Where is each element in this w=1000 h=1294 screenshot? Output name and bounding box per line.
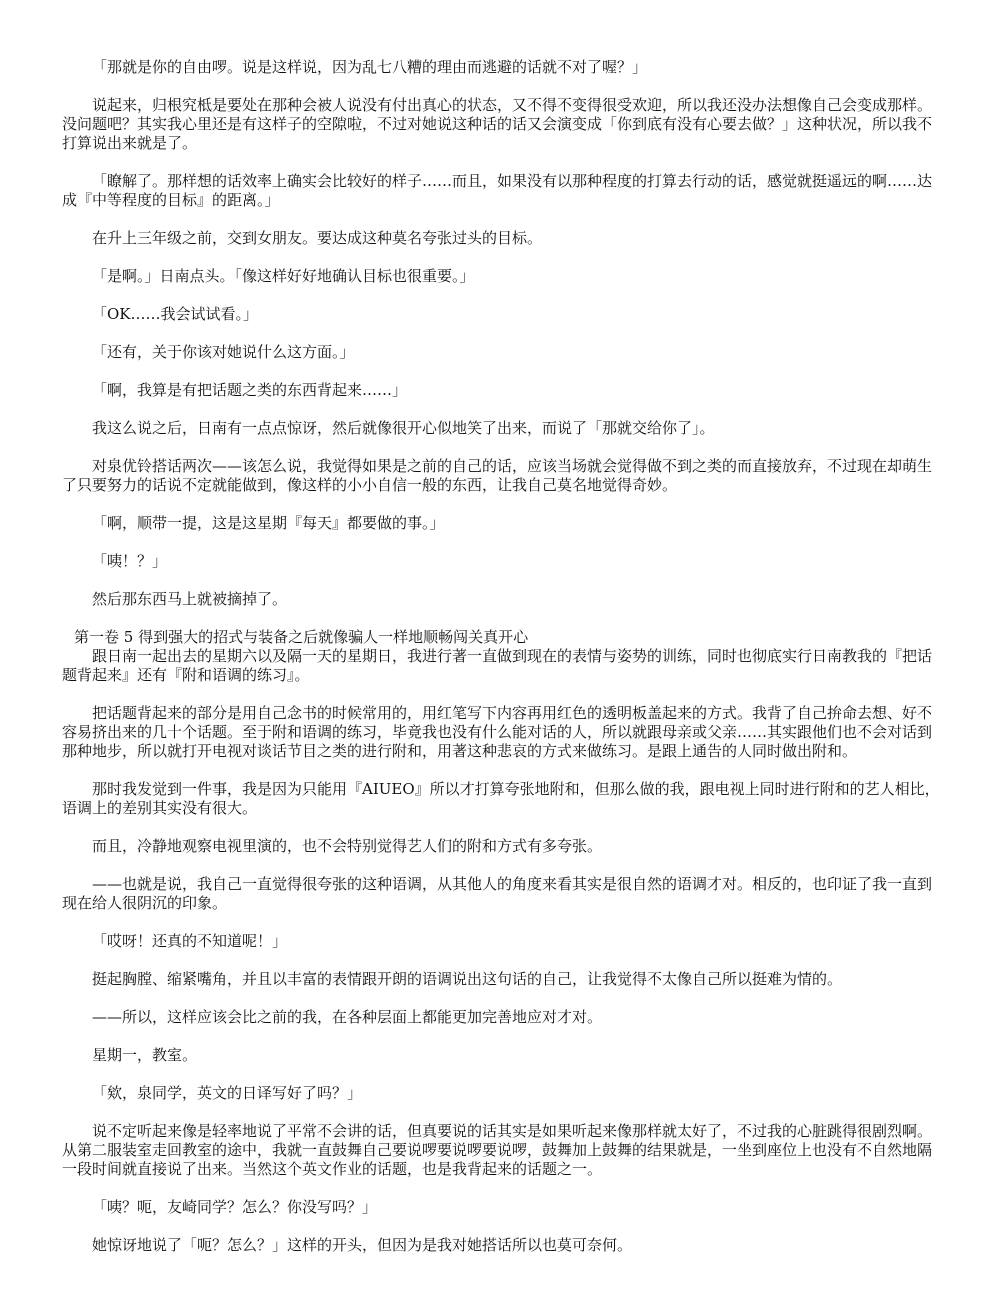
paragraph: 我这么说之后，日南有一点点惊讶，然后就像很开心似地笑了出来，而说了「那就交给你了」。	[92, 419, 715, 437]
paragraph: 「那就是你的自由啰。说是这样说，因为乱七八糟的理由而逃避的话就不对了喔？」	[92, 58, 648, 76]
paragraph: 说不定听起来像是轻率地说了平常不会讲的话，但真要说的话其实是如果听起来像那样就太好了，不过我的心脏跳得很剧烈啊。从第二服装室走回教室的途中，我就一直鼓舞自己要说啰要说啰要说啰，鼓舞加上鼓舞的结果就是，一坐到座位上也没有不自然地隔一段时间就直接说了出来。当然这个英文作业的话题，也是我背起来的话题之一。	[62, 1122, 933, 1178]
paragraph: 星期一，教室。	[92, 1046, 198, 1064]
paragraph: 而且，冷静地观察电视里演的，也不会特别觉得艺人们的附和方式有多夸张。	[92, 837, 603, 855]
paragraph: 在升上三年级之前，交到女朋友。要达成这种莫名夸张过头的目标。	[92, 229, 543, 247]
paragraph: 「OK……我会试试看。」	[92, 305, 259, 323]
paragraph: 「咦！？」	[92, 552, 168, 570]
paragraph: 然后那东西马上就被摘掉了。	[92, 590, 288, 608]
chapter-heading: 第一卷 5 得到强大的招式与装备之后就像骗人一样地顺畅闯关真开心	[74, 628, 529, 646]
paragraph: 对泉优铃搭话两次——该怎么说，我觉得如果是之前的自己的话，应该当场就会觉得做不到之类的而直接放弃，不过现在却萌生了只要努力的话说不定就能做到，像这样的小小自信一般的东西，让我自己莫名地觉得奇妙。	[62, 457, 933, 494]
paragraph: 把话题背起来的部分是用自己念书的时候常用的，用红笔写下内容再用红色的透明板盖起来的方式。我背了自己拚命去想、好不容易挤出来的几十个话题。至于附和语调的练习，毕竟我也没有什么能对话的人，所以就跟母亲或父亲……其实跟他们也不会对话到那种地步，所以就打开电视对谈话节目之类的进行附和，用著这种悲哀的方式来做练习。是跟上通告的人同时做出附和。	[62, 704, 933, 760]
paragraph: 她惊讶地说了「呃？怎么？」这样的开头，但因为是我对她搭话所以也莫可奈何。	[92, 1236, 633, 1254]
paragraph: 「欸，泉同学，英文的日译写好了吗？」	[92, 1084, 363, 1102]
paragraph: 「是啊。」日南点头。「像这样好好地确认目标也很重要。」	[92, 267, 475, 285]
paragraph: 跟日南一起出去的星期六以及隔一天的星期日，我进行著一直做到现在的表情与姿势的训练，同时也彻底实行日南教我的『把话题背起来』还有『附和语调的练习』。	[62, 647, 933, 684]
paragraph: ——也就是说，我自己一直觉得很夸张的这种语调，从其他人的角度来看其实是很自然的语调才对。相反的，也印证了我一直到现在给人很阴沉的印象。	[62, 875, 933, 912]
paragraph: 说起来，归根究柢是要处在那种会被人说没有付出真心的状态，又不得不变得很受欢迎，所以我还没办法想像自己会变成那样。没问题吧？其实我心里还是有这样子的空隙啦，不过对她说这种话的话又会演变成「你到底有没有心要去做？」这种状况，所以我不打算说出来就是了。	[62, 96, 933, 152]
paragraph: 「啊，顺带一提，这是这星期『每天』都要做的事。」	[92, 514, 445, 532]
paragraph: ——所以，这样应该会比之前的我，在各种层面上都能更加完善地应对才对。	[92, 1008, 603, 1026]
paragraph: 「还有，关于你该对她说什么这方面。」	[92, 343, 355, 361]
paragraph: 挺起胸膛、缩紧嘴角，并且以丰富的表情跟开朗的语调说出这句话的自己，让我觉得不太像自己所以挺难为情的。	[92, 970, 843, 988]
paragraph: 「咦？呃，友崎同学？怎么？你没写吗？」	[92, 1198, 378, 1216]
paragraph: 「啊，我算是有把话题之类的东西背起来……」	[92, 381, 408, 399]
document-page	[62, 58, 942, 1255]
paragraph: 那时我发觉到一件事，我是因为只能用『AIUEO』所以才打算夸张地附和，但那么做的我，跟电视上同时进行附和的艺人相比，语调上的差别其实没有很大。	[62, 780, 940, 817]
paragraph: 「瞭解了。那样想的话效率上确实会比较好的样子……而且，如果没有以那种程度的打算去行动的话，感觉就挺遥远的啊……达成『中等程度的目标』的距离。」	[62, 172, 933, 209]
paragraph: 「哎呀！还真的不知道呢！」	[92, 932, 288, 950]
